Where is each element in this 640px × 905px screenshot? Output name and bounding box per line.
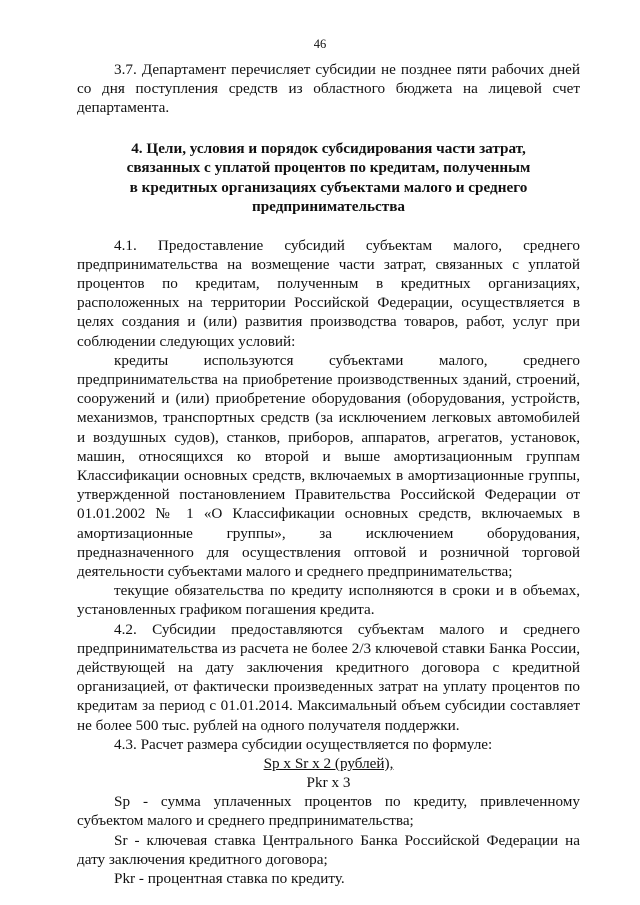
section-heading — [77, 139, 580, 217]
formula-denominator: Pkr x 3 — [306, 774, 351, 792]
document-body — [77, 60, 580, 888]
formula-numerator-text: Sp x Sr x 2 (рублей), — [263, 755, 394, 773]
heading-line-3: в кредитных организациях субъектами малого и среднего — [129, 178, 528, 196]
definition-sr: Sr - ключевая ставка Центрального Банка Российской Федерации на дату заключения кредитного договора; — [77, 831, 580, 868]
condition-current-obligations: текущие обязательства по кредиту исполняются в сроки и в объемах, установленных графиком погашения кредита. — [77, 582, 580, 619]
condition-credits-usage: кредиты используются субъектами малого, среднего предпринимательства на приобретение производственных зданий, строений, сооружений и (или) приобретение оборудования (оборудования, устройств, механизмов, транспортных средств (за исключением легковых автомобилей и воздушных судов), станков, приборов, аппаратов, агрегатов, установок, машин, относящихся ко второй и выше амортизационным группам Классификации основных средств, включаемых в амортизационные группы, утвержденной постановлением Правительства Российской Федерации от 01.01.2002 № 1 «О Классификации основных средств, включаемых в амортизационные группы», за исключением оборудования, предназначенного для осуществления оптовой и розничной торговой деятельности субъектами малого и среднего предпринимательства; — [77, 351, 580, 581]
paragraph-4-2: 4.2. Субсидии предоставляются субъектам малого и среднего предпринимательства из расчета не более 2/3 ключевой ставки Банка России, действующей на дату заключения кредитного договора с кредитной организацией, от фактически произведенных затрат на уплату процентов по кредитам за период с 01.01.2014. Максимальный объем субсидии составляет не более 500 тыс. рублей на одного получателя поддержки. — [77, 620, 580, 734]
heading-line-2: связанных с уплатой процентов по кредитам, полученным — [126, 159, 531, 177]
heading-line-1: 4. Цели, условия и порядок субсидирования части затрат, — [131, 139, 526, 157]
heading-line-4: предпринимательства — [251, 198, 406, 216]
formula-numerator — [77, 754, 580, 773]
paragraph-3-7: 3.7. Департамент перечисляет субсидии не позднее пяти рабочих дней со дня поступления средств из областного бюджета на лицевой счет департамента. — [77, 61, 580, 117]
definition-pkr: Pkr - процентная ставка по кредиту. — [114, 869, 345, 887]
paragraph-4-3: 4.3. Расчет размера субсидии осуществляется по формуле: — [114, 735, 493, 753]
paragraph-4-1: 4.1. Предоставление субсидий субъектам малого, среднего предпринимательства на возмещение части затрат, связанных с уплатой процентов по кредитам, полученным в кредитных организациях, расположенных на территории Российской Федерации, осуществляется в целях создания и (или) развития производства товаров, работ, услуг при соблюдении следующих условий: — [77, 236, 580, 350]
page-number: 46 — [313, 37, 327, 51]
subsidy-formula — [77, 754, 580, 792]
definition-sp: Sp - сумма уплаченных процентов по кредиту, привлеченному субъектом малого и среднего предпринимательства; — [77, 793, 580, 830]
